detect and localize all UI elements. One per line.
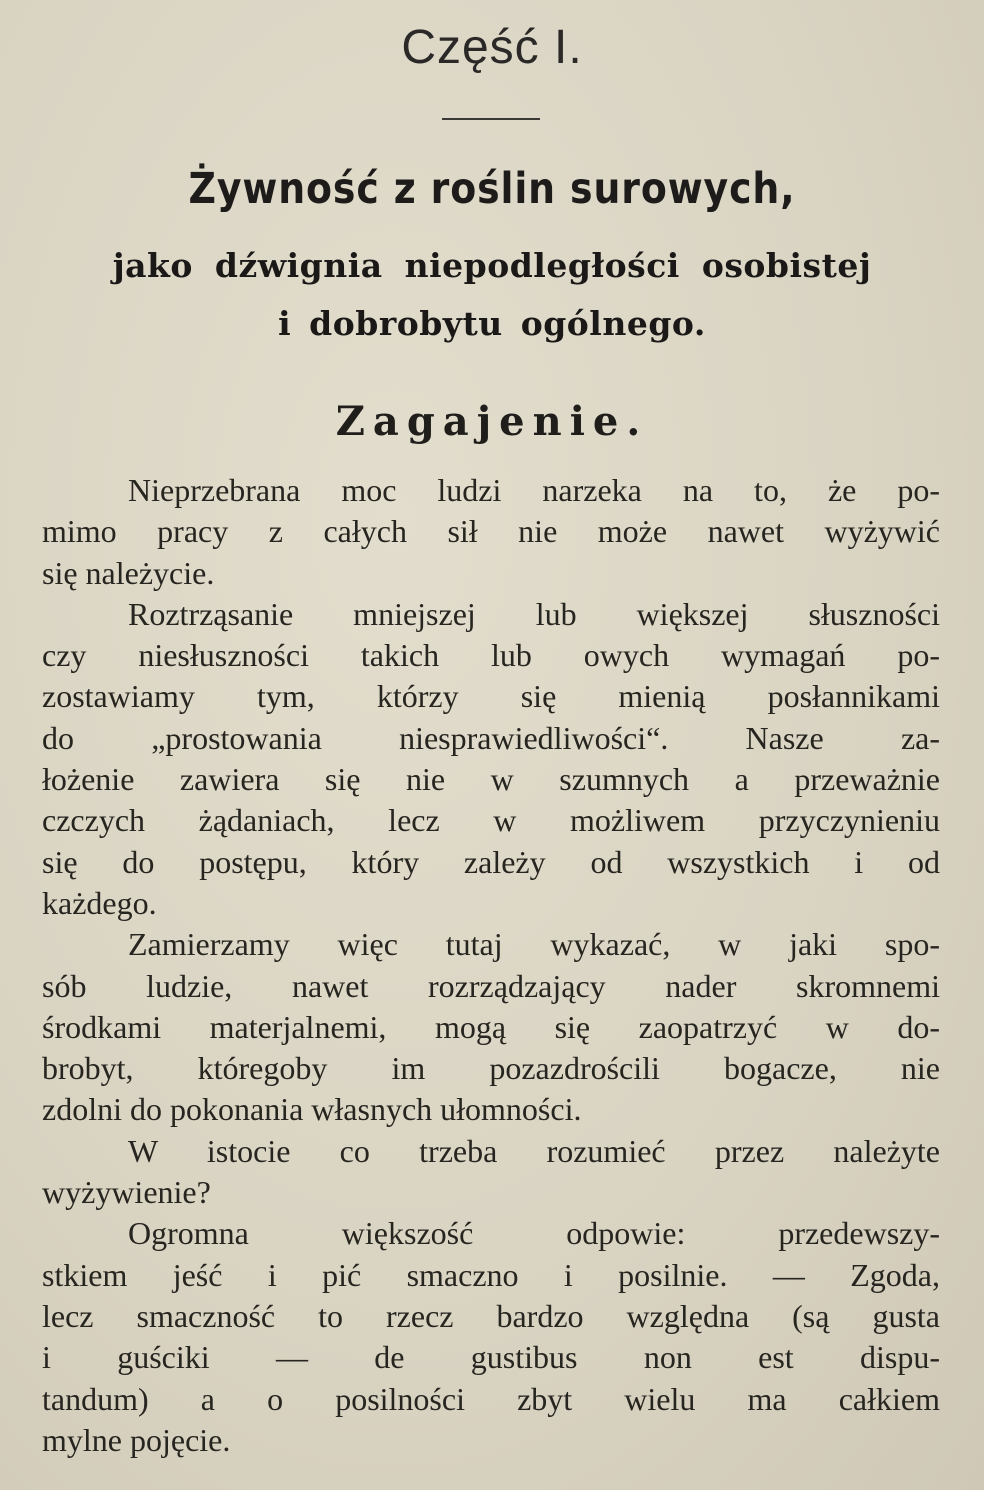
section-title: Zagajenie.	[335, 398, 649, 445]
text-line: łożenie zawiera się nie w szumnych a przeważnie	[42, 761, 940, 798]
text-line: Nieprzebrana moc ludzi narzeka na to, że po-	[128, 472, 940, 508]
subtitle-line-2: i dobrobytu ogólnego.	[278, 304, 706, 343]
text-line: czy niesłuszności takich lub owych wymagań po-	[42, 637, 940, 674]
text-line: Ogromna większość odpowie: przedewszy-	[128, 1215, 940, 1252]
text-line: lecz smaczność to rzecz bardzo względna (są gusta	[42, 1297, 940, 1334]
main-title: Żywność z roślin surowych,	[188, 164, 796, 214]
text-line: czczych żądaniach, lecz w możliwem przyczynieniu	[42, 802, 940, 839]
text-line: mylne pojęcie.	[42, 1421, 231, 1458]
text-line: tandum) a o posilności zbyt wielu ma całkiem	[42, 1380, 940, 1417]
text-line: sób ludzie, nawet rozrządzający nader skromnemi	[42, 967, 940, 1004]
text-line: wyżywienie?	[42, 1174, 211, 1211]
text-line: W istocie co trzeba rozumieć przez należyte	[128, 1132, 940, 1169]
text-line: zdolni do pokonania własnych ułomności.	[42, 1091, 582, 1128]
text-line: każdego.	[42, 884, 157, 921]
text-line: się do postępu, który zależy od wszystkich i od	[42, 843, 940, 880]
text-line: do „prostowania niesprawiedliwości“. Nasze za-	[42, 719, 940, 756]
text-line: mimo pracy z całych sił nie może nawet wyżywić	[42, 513, 940, 550]
text-line: środkami materjalnemi, mogą się zaopatrzyć w do-	[42, 1008, 940, 1045]
text-line: zostawiamy tym, którzy się mienią posłannikami	[42, 678, 940, 715]
title-divider	[442, 118, 540, 120]
text-line: się należycie.	[42, 554, 215, 591]
body-text	[42, 470, 940, 1461]
text-line: stkiem jeść i pić smaczno i posilnie. — Zgoda,	[42, 1256, 940, 1293]
subtitle-line-1: jako dźwignia niepodległości osobistej	[112, 246, 872, 285]
text-line: Zamierzamy więc tutaj wykazać, w jaki spo-	[128, 926, 940, 963]
text-line: Roztrząsanie mniejszej lub większej słuszności	[128, 595, 940, 632]
text-line: brobyt, któregoby im pozazdrościli bogacze, nie	[42, 1050, 940, 1087]
part-title: Część I.	[401, 21, 583, 74]
text-line: i guściki — de gustibus non est dispu-	[42, 1339, 940, 1376]
